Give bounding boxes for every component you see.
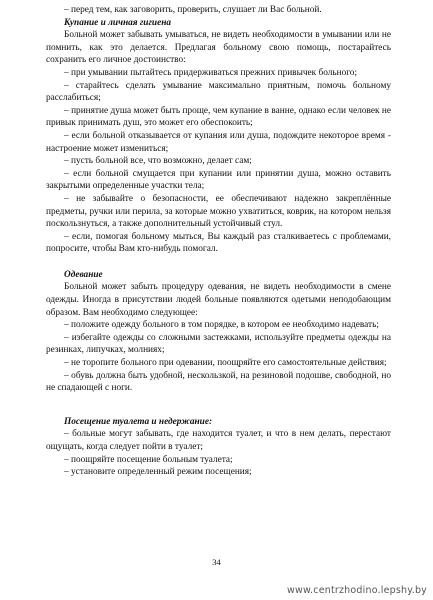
list-item: – положите одежду больного в том порядке, в котором ее необходимо надевать; bbox=[64, 320, 379, 331]
list-item: – не торопите больного при одевании, поощряйте его самостоятельные действия; bbox=[64, 358, 387, 369]
list-item: – при умывании пытайтесь придерживаться прежних привычек больного; bbox=[64, 67, 358, 78]
paragraph-bathing: Больной может забывать умываться, не видеть необходимости в умывании или не помнить, как это делается. Предлагая больному свою помощь, постарайтесь сохранить его личное достоинство: bbox=[46, 30, 391, 66]
list-item: – пусть больной все, что возможно, делает сам; bbox=[64, 156, 252, 167]
list-item: – не забывайте о безопасности, ее обеспечивают надежно закреплённые предметы, ручки или перила, за которые можно ухватиться, коврик, на котором нельзя поскользнуться, а также дополнительный устойчивый стул. bbox=[46, 193, 391, 230]
list-item: – принятие душа может быть проще, чем купание в ванне, однако если человек не привык принимать душ, это может его обеспокоить; bbox=[46, 105, 391, 129]
list-item: – если, помогая больному мыться, Вы каждый раз сталкиваетесь с проблемами, попросите, чтобы Вам кто-нибудь помогал. bbox=[46, 231, 391, 255]
text-line: – перед тем, как заговорить, проверить, слушает ли Вас больной. bbox=[64, 5, 322, 15]
watermark-url: www.centrzhodino.lepshy.by bbox=[287, 585, 427, 596]
list-item: – обувь должна быть удобной, нескользкой, на резиновой подошве, свободной, но не спадающей с ноги. bbox=[46, 370, 391, 394]
list-item: – старайтесь сделать умывание максимально приятным, помочь больному расслабиться; bbox=[46, 80, 391, 104]
page-number: 34 bbox=[212, 557, 221, 567]
list-item: – если больной смущается при купании или принятии душа, можно оставить закрытыми определенные участки тела; bbox=[46, 168, 391, 192]
list-item: – если больной отказывается от купания или душа, подождите некоторое время - настроение может измениться; bbox=[46, 130, 391, 154]
section-heading-bathing: Купание и личная гигиена bbox=[64, 17, 172, 28]
paragraph-dressing: Больной может забыть процедуру одевания, не видеть необходимости в смене одежды. Иногда в присутствии людей больные появляются одетыми неподобающим образом. Вам необходимо следующее: bbox=[46, 282, 391, 318]
list-item: – поощряйте посещение больным туалета; bbox=[64, 454, 233, 465]
section-heading-dressing: Одевание bbox=[64, 269, 103, 280]
page-body bbox=[46, 4, 391, 479]
list-item: – больные могут забывать, где находится туалет, и что в нем делать, перестают ощущать, когда следует пойти в туалет; bbox=[46, 429, 391, 452]
list-item: – установите определенный режим посещения; bbox=[64, 467, 252, 478]
list-item: – избегайте одежды со сложными застежками, используйте предметы одежды на резинках, липучках, молниях; bbox=[46, 332, 391, 356]
section-heading-toilet: Посещение туалета и недержание: bbox=[64, 416, 213, 427]
